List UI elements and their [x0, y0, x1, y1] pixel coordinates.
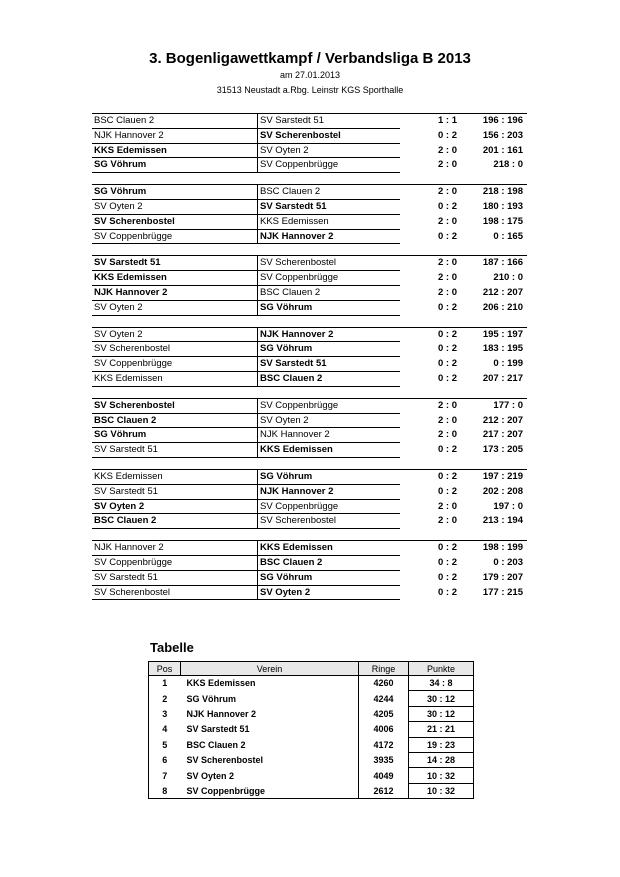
- guest-team: SV Coppenbrügge: [260, 272, 339, 284]
- standings-table: [148, 661, 474, 799]
- table-title: Tabelle: [150, 640, 194, 655]
- column-divider: [257, 556, 258, 571]
- ring-score: 218 : 0: [493, 159, 523, 171]
- match-row: [92, 200, 527, 215]
- match-score: 0 : 2: [438, 328, 458, 340]
- column-divider: [257, 215, 258, 230]
- cell-ringe: 4172: [359, 737, 409, 752]
- match-score: 2 : 0: [438, 286, 458, 298]
- cell-ringe: 2612: [359, 783, 409, 798]
- cell-pos: 7: [149, 768, 181, 783]
- ring-score: 195 : 197: [482, 328, 523, 340]
- home-team: SV Oyten 2: [94, 328, 143, 340]
- page-title: 3. Bogenligawettkampf / Verbandsliga B 2013: [149, 50, 471, 67]
- match-score: 1 : 1: [438, 115, 458, 126]
- match-score: 0 : 2: [438, 571, 458, 583]
- column-divider: [257, 158, 258, 173]
- row-rule: [92, 457, 400, 458]
- cell-punkte: 10 : 32: [409, 768, 474, 783]
- cell-punkte: 14 : 28: [409, 752, 474, 767]
- match-score: 2 : 0: [438, 272, 458, 284]
- cell-pos: 4: [149, 722, 181, 737]
- match-row: [92, 414, 527, 429]
- match-row: [92, 357, 527, 372]
- match-score: 0 : 2: [438, 586, 458, 598]
- guest-team: SV Oyten 2: [260, 144, 309, 156]
- match-score: 0 : 2: [438, 301, 458, 313]
- home-team: SV Coppenbrügge: [94, 230, 173, 242]
- match-row: [92, 286, 527, 301]
- match-score: 2 : 0: [438, 144, 458, 156]
- match-row: [92, 514, 527, 529]
- match-score: 0 : 2: [438, 129, 458, 141]
- ring-score: 202 : 208: [482, 485, 523, 497]
- cell-ringe: 4049: [359, 768, 409, 783]
- guest-team: NJK Hannover 2: [260, 485, 334, 497]
- match-row: [92, 540, 527, 556]
- event-venue: 31513 Neustadt a.Rbg. Leinstr KGS Sporthalle: [216, 85, 404, 95]
- ring-score: 206 : 210: [482, 301, 523, 313]
- cell-punkte: 30 : 12: [409, 706, 474, 721]
- home-team: SV Coppenbrügge: [94, 358, 173, 370]
- row-rule: [92, 386, 400, 387]
- home-team: SV Oyten 2: [94, 200, 143, 212]
- home-team: NJK Hannover 2: [94, 129, 164, 141]
- cell-verein: KKS Edemissen: [186, 678, 256, 689]
- column-divider: [257, 514, 258, 529]
- home-team: NJK Hannover 2: [94, 542, 164, 554]
- col-header-punkte: Punkte: [409, 662, 474, 676]
- home-team: SG Vöhrum: [94, 159, 147, 171]
- column-divider: [257, 586, 258, 601]
- home-team: KKS Edemissen: [94, 144, 167, 156]
- column-divider: [257, 428, 258, 443]
- row-rule: [92, 172, 400, 173]
- guest-team: KKS Edemissen: [260, 542, 333, 554]
- ring-score: 0 : 203: [493, 556, 523, 568]
- match-round: [92, 113, 527, 173]
- column-divider: [257, 114, 258, 129]
- home-team: NJK Hannover 2: [94, 286, 168, 298]
- row-rule: [92, 599, 400, 600]
- match-row: [92, 372, 527, 387]
- match-score: 0 : 2: [438, 358, 458, 370]
- match-round: [92, 540, 527, 600]
- match-round: [92, 184, 527, 244]
- table-row: [149, 691, 474, 706]
- guest-team: NJK Hannover 2: [260, 429, 330, 441]
- column-divider: [257, 399, 258, 414]
- home-team: SG Vöhrum: [94, 429, 147, 441]
- match-row: [92, 500, 527, 515]
- guest-team: SV Oyten 2: [260, 414, 309, 426]
- cell-punkte: 30 : 12: [409, 691, 474, 706]
- match-score: 2 : 0: [438, 429, 458, 441]
- table-header-row: [149, 662, 474, 676]
- ring-score: 210 : 0: [493, 272, 523, 284]
- match-row: [92, 342, 527, 357]
- home-team: SV Scherenbostel: [94, 586, 171, 598]
- guest-team: NJK Hannover 2: [260, 230, 334, 242]
- cell-ringe: 4205: [359, 706, 409, 721]
- match-score: 2 : 0: [438, 215, 458, 227]
- ring-score: 183 : 195: [482, 343, 523, 355]
- guest-team: NJK Hannover 2: [260, 328, 334, 340]
- match-score: 2 : 0: [438, 500, 458, 512]
- home-team: SV Scherenbostel: [94, 215, 175, 227]
- cell-verein: SV Sarstedt 51: [186, 724, 250, 735]
- column-divider: [257, 144, 258, 159]
- guest-team: SV Coppenbrügge: [260, 159, 339, 171]
- table-row: [149, 706, 474, 721]
- guest-team: SV Scherenbostel: [260, 515, 337, 527]
- column-divider: [257, 200, 258, 215]
- table-row: [149, 676, 474, 691]
- home-team: BSC Clauen 2: [94, 414, 157, 426]
- ring-score: 0 : 165: [493, 230, 523, 242]
- ring-score: 196 : 196: [482, 115, 523, 126]
- match-row: [92, 129, 527, 144]
- column-divider: [257, 328, 258, 343]
- match-row: [92, 271, 527, 286]
- cell-verein: SG Vöhrum: [186, 693, 237, 704]
- ring-score: 198 : 199: [482, 542, 523, 554]
- event-date: am 27.01.2013: [279, 70, 341, 80]
- match-row: [92, 398, 527, 414]
- guest-team: KKS Edemissen: [260, 444, 333, 456]
- home-team: KKS Edemissen: [94, 372, 163, 384]
- ring-score: 177 : 0: [493, 399, 523, 411]
- guest-team: SV Sarstedt 51: [260, 115, 324, 126]
- match-row: [92, 327, 527, 343]
- match-score: 0 : 2: [438, 230, 458, 242]
- ring-score: 197 : 0: [493, 500, 523, 512]
- match-row: [92, 113, 527, 129]
- home-team: SV Sarstedt 51: [94, 571, 158, 583]
- match-score: 0 : 2: [438, 485, 458, 497]
- match-row: [92, 443, 527, 458]
- cell-pos: 2: [149, 691, 181, 706]
- column-divider: [257, 443, 258, 458]
- cell-punkte: 34 : 8: [409, 676, 474, 691]
- cell-pos: 3: [149, 706, 181, 721]
- guest-team: SV Sarstedt 51: [260, 200, 327, 212]
- guest-team: SV Coppenbrügge: [260, 399, 339, 411]
- column-divider: [257, 230, 258, 245]
- ring-score: 198 : 175: [482, 215, 523, 227]
- guest-team: SV Oyten 2: [260, 586, 311, 598]
- cell-ringe: 4006: [359, 722, 409, 737]
- match-score: 2 : 0: [438, 399, 458, 411]
- home-team: KKS Edemissen: [94, 272, 167, 284]
- table-row: [149, 737, 474, 752]
- match-score: 2 : 0: [438, 159, 458, 171]
- match-score: 2 : 0: [438, 515, 458, 527]
- ring-score: 218 : 198: [482, 186, 523, 198]
- ring-score: 156 : 203: [482, 129, 523, 141]
- guest-team: BSC Clauen 2: [260, 372, 323, 384]
- guest-team: SG Vöhrum: [260, 571, 313, 583]
- guest-team: BSC Clauen 2: [260, 556, 323, 568]
- match-row: [92, 485, 527, 500]
- ring-score: 201 : 161: [482, 144, 523, 156]
- home-team: KKS Edemissen: [94, 470, 163, 482]
- match-round: [92, 255, 527, 315]
- column-divider: [257, 357, 258, 372]
- column-divider: [257, 470, 258, 485]
- column-divider: [257, 256, 258, 271]
- home-team: SV Scherenbostel: [94, 399, 175, 411]
- cell-verein: BSC Clauen 2: [186, 739, 246, 750]
- ring-score: 207 : 217: [482, 372, 523, 384]
- match-row: [92, 158, 527, 173]
- home-team: SG Vöhrum: [94, 186, 147, 198]
- column-divider: [257, 129, 258, 144]
- match-row: [92, 556, 527, 571]
- match-round: [92, 327, 527, 387]
- cell-verein: SV Scherenbostel: [186, 755, 264, 766]
- cell-punkte: 10 : 32: [409, 783, 474, 798]
- match-score: 2 : 0: [438, 186, 458, 198]
- cell-verein: SV Coppenbrügge: [181, 783, 359, 798]
- match-row: [92, 230, 527, 245]
- guest-team: KKS Edemissen: [260, 215, 329, 227]
- column-divider: [257, 541, 258, 556]
- row-rule: [92, 243, 400, 244]
- column-divider: [257, 342, 258, 357]
- ring-score: 197 : 219: [482, 470, 523, 482]
- cell-pos: 8: [149, 783, 181, 798]
- guest-team: SV Scherenbostel: [260, 257, 337, 269]
- row-rule: [92, 315, 400, 316]
- ring-score: 173 : 205: [482, 444, 523, 456]
- cell-pos: 5: [149, 737, 181, 752]
- match-row: [92, 144, 527, 159]
- ring-score: 177 : 215: [482, 586, 523, 598]
- home-team: BSC Clauen 2: [94, 515, 157, 527]
- home-team: SV Sarstedt 51: [94, 485, 158, 497]
- column-divider: [257, 485, 258, 500]
- ring-score: 213 : 194: [482, 515, 523, 527]
- guest-team: SV Coppenbrügge: [260, 500, 339, 512]
- row-rule: [92, 528, 400, 529]
- cell-verein: SV Oyten 2: [186, 770, 235, 781]
- cell-punkte: 19 : 23: [409, 737, 474, 752]
- match-score: 0 : 2: [438, 444, 458, 456]
- match-row: [92, 301, 527, 316]
- match-score: 2 : 0: [438, 257, 458, 269]
- cell-verein: NJK Hannover 2: [186, 708, 257, 719]
- guest-team: BSC Clauen 2: [260, 286, 321, 298]
- table-row: [149, 752, 474, 767]
- cell-ringe: 3935: [359, 752, 409, 767]
- col-header-verein: Verein: [181, 662, 359, 676]
- table-row: [149, 722, 474, 737]
- match-round: [92, 469, 527, 529]
- guest-team: BSC Clauen 2: [260, 186, 321, 198]
- match-score: 0 : 2: [438, 470, 458, 482]
- match-row: [92, 469, 527, 485]
- column-divider: [257, 500, 258, 515]
- match-row: [92, 255, 527, 271]
- match-round: [92, 398, 527, 458]
- ring-score: 212 : 207: [482, 286, 523, 298]
- guest-team: SV Scherenbostel: [260, 129, 341, 141]
- match-score: 0 : 2: [438, 542, 458, 554]
- column-divider: [257, 271, 258, 286]
- col-header-pos: Pos: [149, 662, 181, 676]
- table-row: [149, 783, 474, 798]
- cell-ringe: 4244: [359, 691, 409, 706]
- ring-score: 212 : 207: [482, 414, 523, 426]
- guest-team: SG Vöhrum: [260, 343, 313, 355]
- ring-score: 180 : 193: [482, 200, 523, 212]
- match-score: 0 : 2: [438, 343, 458, 355]
- match-score: 0 : 2: [438, 200, 458, 212]
- match-score: 0 : 2: [438, 556, 458, 568]
- home-team: SV Sarstedt 51: [94, 444, 158, 456]
- col-header-ringe: Ringe: [359, 662, 409, 676]
- column-divider: [257, 372, 258, 387]
- home-team: BSC Clauen 2: [94, 115, 155, 126]
- match-score: 0 : 2: [438, 372, 458, 384]
- column-divider: [257, 571, 258, 586]
- cell-punkte: 21 : 21: [409, 722, 474, 737]
- cell-ringe: 4260: [359, 676, 409, 691]
- home-team: SV Oyten 2: [94, 500, 145, 512]
- ring-score: 0 : 199: [493, 358, 523, 370]
- match-results: [92, 113, 527, 611]
- column-divider: [257, 414, 258, 429]
- column-divider: [257, 301, 258, 316]
- column-divider: [257, 286, 258, 301]
- ring-score: 179 : 207: [482, 571, 523, 583]
- match-row: [92, 571, 527, 586]
- match-row: [92, 184, 527, 200]
- guest-team: SG Vöhrum: [260, 301, 313, 313]
- match-row: [92, 428, 527, 443]
- match-row: [92, 586, 527, 601]
- guest-team: SV Sarstedt 51: [260, 358, 327, 370]
- match-score: 2 : 0: [438, 414, 458, 426]
- home-team: SV Coppenbrügge: [94, 556, 173, 568]
- home-team: SV Oyten 2: [94, 301, 143, 313]
- guest-team: SG Vöhrum: [260, 470, 313, 482]
- cell-pos: 6: [149, 752, 181, 767]
- column-divider: [257, 185, 258, 200]
- ring-score: 217 : 207: [482, 429, 523, 441]
- home-team: SV Scherenbostel: [94, 343, 171, 355]
- match-row: [92, 215, 527, 230]
- home-team: SV Sarstedt 51: [94, 257, 161, 269]
- ring-score: 187 : 166: [482, 257, 523, 269]
- cell-pos: 1: [149, 676, 181, 691]
- table-row: [149, 768, 474, 783]
